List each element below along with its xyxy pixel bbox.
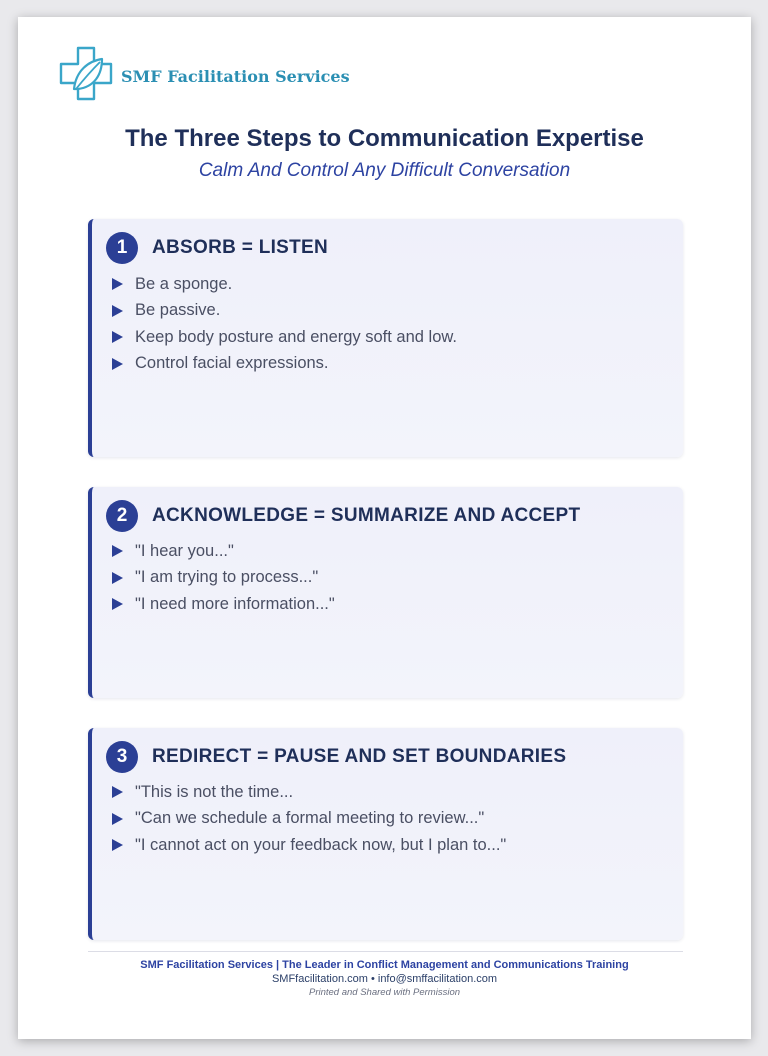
- list-item: [112, 271, 457, 298]
- bullet-arrow-icon: [112, 839, 123, 851]
- step-item-list: [112, 538, 335, 618]
- bullet-arrow-icon: [112, 598, 123, 610]
- list-item: [112, 565, 335, 592]
- medical-cross-leaf-icon: [56, 45, 118, 105]
- item-text: Control facial expressions.: [135, 354, 329, 373]
- bullet-arrow-icon: [112, 331, 123, 343]
- item-text: "I am trying to process...": [135, 568, 319, 587]
- list-item: [112, 591, 335, 618]
- list-item: [112, 351, 457, 378]
- item-text: "I need more information...": [135, 594, 335, 613]
- bullet-arrow-icon: [112, 358, 123, 370]
- footer-divider: [88, 951, 683, 952]
- bullet-arrow-icon: [112, 278, 123, 290]
- list-item: [112, 298, 457, 325]
- item-text: "I cannot act on your feedback now, but I plan to...": [135, 835, 507, 854]
- bullet-arrow-icon: [112, 786, 123, 798]
- list-item: [112, 538, 335, 565]
- step-title: ACKNOWLEDGE = SUMMARIZE AND ACCEPT: [152, 505, 581, 526]
- footer-permission-note: Printed and Shared with Permission: [308, 987, 461, 998]
- company-name: SMF Facilitation Services: [121, 67, 350, 86]
- bullet-arrow-icon: [112, 572, 123, 584]
- step-item-list: [112, 271, 457, 377]
- step-card-2: [88, 487, 683, 698]
- step-number-badge: 3: [106, 741, 138, 773]
- list-item: [112, 832, 506, 859]
- document-page: [18, 17, 751, 1039]
- list-item: [112, 806, 506, 833]
- item-text: Keep body posture and energy soft and low.: [135, 327, 457, 346]
- step-card-3: [88, 728, 683, 940]
- list-item: [112, 324, 457, 351]
- company-logo: [56, 45, 386, 105]
- bullet-arrow-icon: [112, 813, 123, 825]
- item-text: Be a sponge.: [135, 274, 233, 293]
- step-title: ABSORB = LISTEN: [152, 237, 329, 258]
- bullet-arrow-icon: [112, 545, 123, 557]
- step-number-badge: 2: [106, 500, 138, 532]
- step-item-list: [112, 779, 506, 859]
- footer-tagline: SMF Facilitation Services | The Leader in Conflict Management and Communications Training: [140, 959, 629, 971]
- step-number-badge: 1: [106, 232, 138, 264]
- page-subtitle: Calm And Control Any Difficult Conversation: [198, 160, 571, 181]
- footer: [18, 959, 751, 998]
- list-item: [112, 779, 506, 806]
- step-title: REDIRECT = PAUSE AND SET BOUNDARIES: [152, 746, 567, 767]
- step-card-1: [88, 219, 683, 457]
- footer-contact: SMFfacilitation.com • info@smffacilitation.com: [271, 973, 498, 985]
- item-text: Be passive.: [135, 301, 221, 320]
- item-text: "This is not the time...: [135, 782, 294, 801]
- page-title: The Three Steps to Communication Expertise: [125, 125, 644, 152]
- item-text: "Can we schedule a formal meeting to review...": [135, 809, 485, 828]
- item-text: "I hear you...": [135, 541, 234, 560]
- bullet-arrow-icon: [112, 305, 123, 317]
